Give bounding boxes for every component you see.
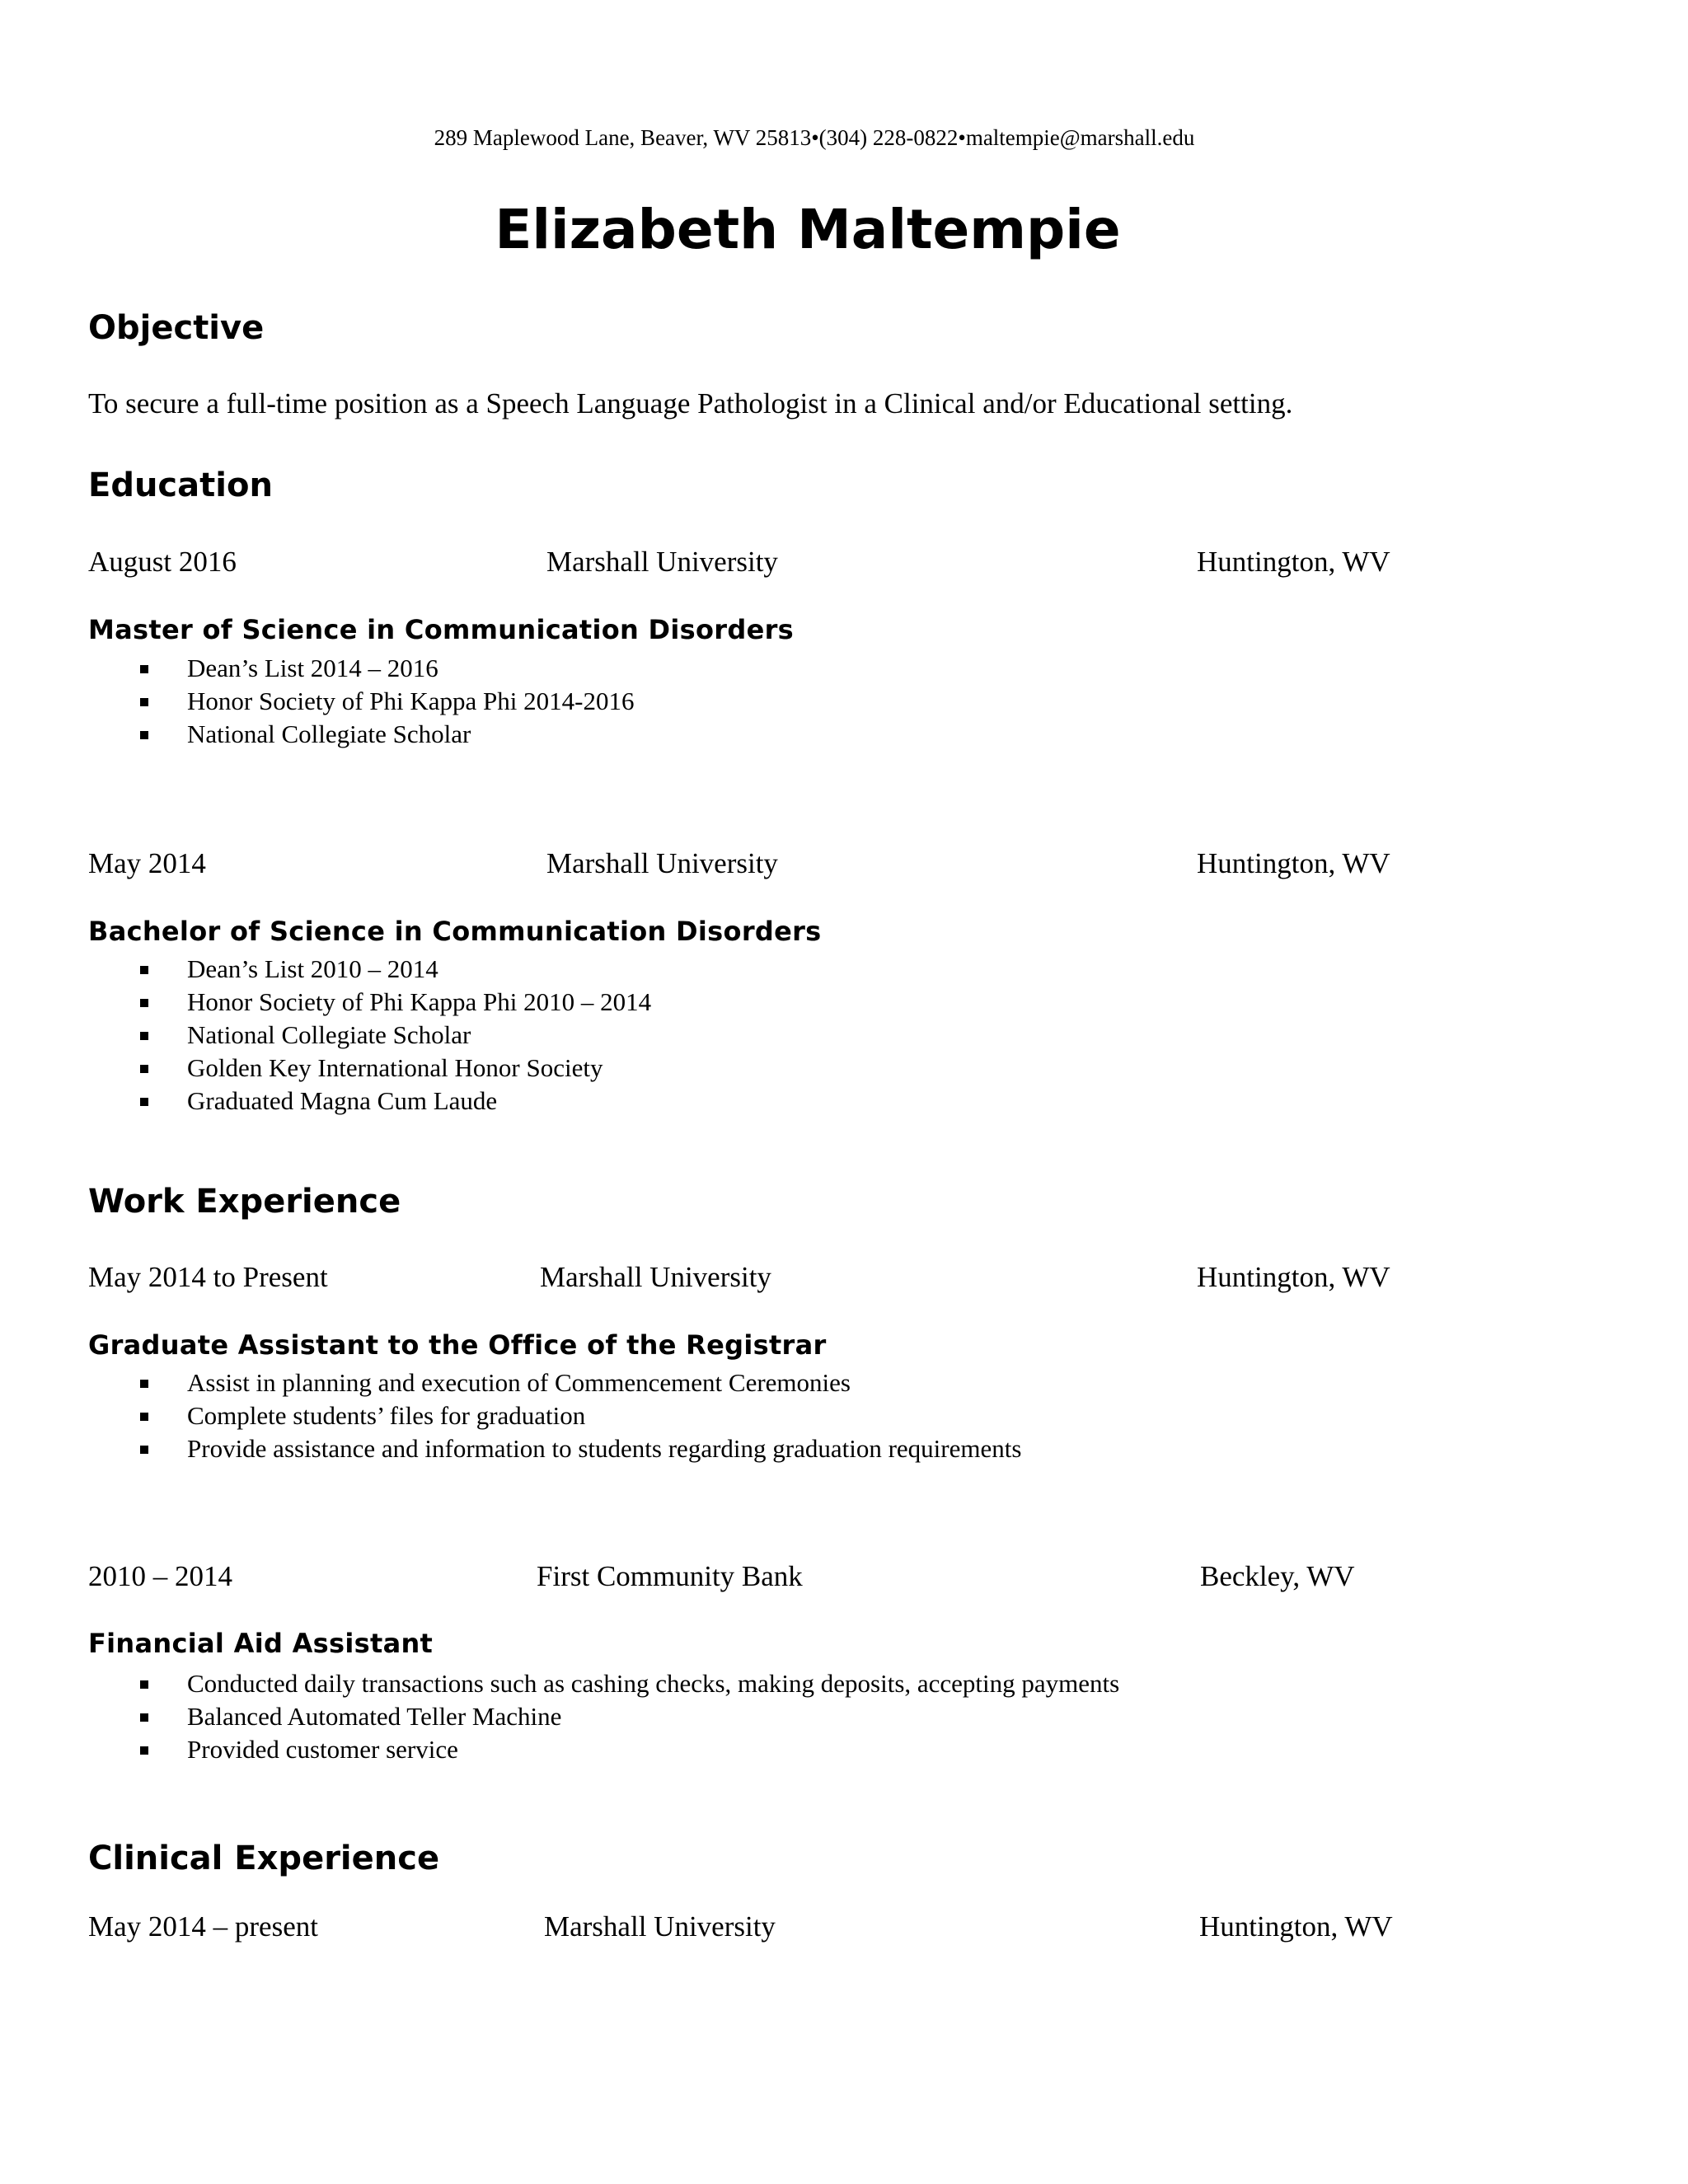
work-entry-2-line [0,1560,1688,1596]
entry-date: May 2014 to Present [88,1261,328,1293]
education-heading: Education [88,466,273,504]
entry-date: August 2016 [88,546,237,578]
entry-organization: First Community Bank [537,1560,803,1592]
square-bullet-icon [140,966,148,974]
list-item: Balanced Automated Teller Machine [0,1702,1688,1735]
degree-title: Bachelor of Science in Communication Disorders [88,916,822,947]
objective-text: To secure a full-time position as a Speech Language Pathologist in a Clinical and/or Educational setting. [88,387,1293,419]
work-entry-2-bullets [0,1669,1688,1768]
work-entry-1-line [0,1261,1688,1297]
entry-location: Huntington, WV [1197,546,1390,578]
list-item: Graduated Magna Cum Laude [0,1086,1688,1119]
square-bullet-icon [140,1065,148,1073]
list-item: Provide assistance and information to students regarding graduation requirements [0,1434,1688,1467]
list-item: National Collegiate Scholar [0,719,1688,752]
list-item: Honor Society of Phi Kappa Phi 2014-2016 [0,687,1688,719]
square-bullet-icon [140,1680,148,1689]
list-item: Conducted daily transactions such as cashing checks, making deposits, accepting payments [0,1669,1688,1702]
list-item: Complete students’ files for graduation [0,1401,1688,1434]
square-bullet-icon [140,665,148,673]
education-entry-2-bullets [0,954,1688,1119]
entry-organization: Marshall University [546,847,778,879]
candidate-name: Elizabeth Maltempie [495,198,1121,261]
square-bullet-icon [140,731,148,739]
list-item: Dean’s List 2014 – 2016 [0,654,1688,687]
list-item: Honor Society of Phi Kappa Phi 2010 – 2014 [0,987,1688,1020]
entry-date: 2010 – 2014 [88,1560,232,1592]
entry-organization: Marshall University [540,1261,771,1293]
square-bullet-icon [140,1446,148,1454]
objective-heading: Objective [88,309,265,347]
entry-organization: Marshall University [544,1910,776,1943]
list-item: Golden Key International Honor Society [0,1053,1688,1086]
list-item: Assist in planning and execution of Commencement Ceremonies [0,1368,1688,1401]
square-bullet-icon [140,999,148,1007]
work-entry-1-bullets [0,1368,1688,1467]
square-bullet-icon [140,1380,148,1388]
work-experience-heading: Work Experience [88,1183,401,1221]
list-item: Dean’s List 2010 – 2014 [0,954,1688,987]
education-entry-2-line [0,847,1688,883]
square-bullet-icon [140,1413,148,1421]
entry-location: Beckley, WV [1200,1560,1355,1592]
job-title: Graduate Assistant to the Office of the Registrar [88,1329,827,1361]
square-bullet-icon [140,698,148,706]
entry-location: Huntington, WV [1197,847,1390,879]
education-entry-1-bullets [0,654,1688,752]
job-title: Financial Aid Assistant [88,1628,434,1659]
entry-date: May 2014 [88,847,206,879]
square-bullet-icon [140,1032,148,1040]
square-bullet-icon [140,1713,148,1722]
clinical-experience-heading: Clinical Experience [88,1840,440,1877]
contact-line: 289 Maplewood Lane, Beaver, WV 25813•(304) 228-0822•maltempie@marshall.edu [434,125,1195,150]
list-item: Provided customer service [0,1735,1688,1768]
square-bullet-icon [140,1746,148,1755]
entry-location: Huntington, WV [1197,1261,1390,1293]
clinical-entry-1-line [0,1910,1688,1947]
degree-title: Master of Science in Communication Disorders [88,614,795,645]
entry-organization: Marshall University [546,546,778,578]
entry-location: Huntington, WV [1199,1910,1393,1943]
entry-date: May 2014 – present [88,1910,318,1943]
list-item: National Collegiate Scholar [0,1020,1688,1053]
education-entry-1-line [0,546,1688,582]
square-bullet-icon [140,1098,148,1106]
